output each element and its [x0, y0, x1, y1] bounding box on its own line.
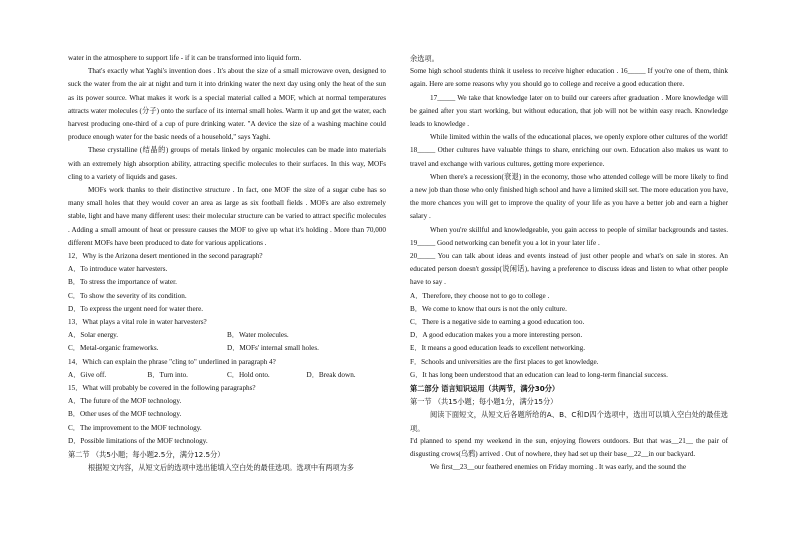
option-13b: B．Water molecules.: [227, 331, 289, 340]
gap-paragraph-recession: When there's a recession(衰退) in the economy, those who attended college will be more likely to find a new job than those who only finished high school and have a limited skill set. The more education you have, the more chances you will get to improve the quality of your life as you have a better job and earn a higher salary .: [410, 172, 728, 221]
left-column: [68, 52, 386, 475]
gap-paragraph-18: While limited within the walls of the educational places, we openly explore other cultures of the world! 18_____ Other cultures have valuable things to share, enriching our own. Education also makes us want to travel and exchange with various cultures, getting more experience.: [410, 133, 728, 168]
choice-f: F．Schools and universities are the first places to get knowledge.: [410, 357, 599, 366]
section-1-heading: 第一节 （共15小题；每小题1分，满分15分）: [410, 397, 558, 407]
option-15b: B．Other uses of the MOF technology.: [68, 410, 182, 419]
question-12: 12．Why is the Arizona desert mentioned in the second paragraph?: [68, 252, 263, 261]
option-14c: C．Hold onto.: [227, 370, 270, 379]
instructions-continued: 余选项。: [410, 54, 439, 63]
right-column: [410, 52, 728, 475]
gap-paragraph-19: When you're skillful and knowledgeable, you gain access to people of similar backgrounds and tastes. 19_____ Good networking can benefit you a lot in your later life .: [410, 225, 728, 247]
part-2-heading: 第二部分 语言知识运用（共两节，满分30分）: [410, 384, 560, 394]
option-15c: C．The improvement to the MOF technology.: [68, 423, 202, 432]
cloze-instructions: 阅读下面短文，从短文后各题所给的A、B、C和D四个选项中，选出可以填入空白处的最佳选项。: [410, 410, 728, 433]
choice-g: G．It has long been understood that an education can lead to long-term financial success.: [410, 370, 668, 379]
gap-paragraph-20: 20_____ You can talk about ideas and events instead of just other people and what's on sale in stores. An educated person doesn't gossip(说闲话), having a preference to discuss ideas and listen to what other people have to say .: [410, 252, 728, 287]
option-15a: A．The future of the MOF technology.: [68, 397, 182, 406]
option-13d: D．MOFs' internal small holes.: [227, 344, 319, 353]
option-15d: D．Possible limitations of the MOF technology.: [68, 436, 208, 445]
option-13c: C．Metal-organic frameworks.: [68, 344, 159, 353]
gap-paragraph-16: Some high school students think it useless to receive higher education . 16_____ If you're one of them, think again. Here are some reasons why you should go to college and receive a good education there.: [410, 67, 728, 89]
option-12d: D．To express the urgent need for water there.: [68, 304, 204, 313]
choice-b: B．We come to know that ours is not the only culture.: [410, 304, 567, 313]
question-14: 14．Which can explain the phrase "cling to" underlined in paragraph 4?: [68, 357, 276, 366]
question-15: 15．What will probably be covered in the following paragraphs?: [68, 384, 256, 393]
option-14b: B．Turn into.: [147, 370, 188, 379]
passage-paragraph-structure: MOFs work thanks to their distinctive structure . In fact, one MOF the size of a sugar cube has so many small holes that they would cover an area as large as six football fields . MOFs are also extremely stable, light and have many different uses: their molecular structure can be varied to attract specific molecules . Adding a small amount of heat or pressure causes the MOF to give up what it's holding . More than 70,000 different MOFs have been produced to date for various applications .: [68, 186, 386, 247]
passage-fragment: water in the atmosphere to support life - if it can be transformed into liquid form.: [68, 54, 302, 62]
option-14a: A．Give off.: [68, 370, 107, 379]
passage-paragraph-crystalline: These crystalline (结晶的) groups of metals linked by organic molecules can be made into materials with an extremely high absorption ability, attracting specific molecules to their surfaces. In this way, MOFs cling to a variety of liquids and gases.: [68, 146, 386, 181]
choice-c: C．There is a negative side to earning a good education too.: [410, 318, 585, 327]
section-2-heading: 第二节 （共5小题；每小题2.5分，满分12.5分）: [68, 450, 225, 460]
choice-d: D．A good education makes you a more interesting person.: [410, 331, 583, 340]
choice-a: A．Therefore, they choose not to go to college .: [410, 291, 550, 300]
options-13-row2: [68, 342, 386, 355]
option-14d: D．Break down.: [306, 370, 356, 379]
options-14: [68, 369, 386, 382]
option-12a: A．To introduce water harvesters.: [68, 265, 168, 274]
gap-paragraph-17: 17_____ We take that knowledge later on to build our careers after graduation . More knowledge will be gained after you start working, but without education, that job will not be within easy reach. Knowledge leads to knowledge .: [410, 93, 728, 129]
cloze-paragraph-2: We first__23__our feathered enemies on Friday morning . It was early, and the sound the: [430, 463, 687, 472]
section-2-instructions: 根据短文内容，从短文后的选项中选出能填入空白处的最佳选项。选项中有两项为多: [88, 463, 354, 473]
option-13a: A．Solar energy.: [68, 331, 119, 340]
passage-paragraph-yaghi: That's exactly what Yaghi's invention does . It's about the size of a small microwave oven, designed to suck the water from the air at night and turn it into drinking water the next day using only the heat of the sun as its power source. What makes it work is a special material called a MOF, which at normal temperatures attracts water molecules (分子) onto the surface of its internal small holes. Warm it up and get the water, each harvest producing one-third of a cup of pure drinking water. "A device the size of a washing machine could produce enough water for the basic needs of a household," says Yaghi.: [68, 67, 386, 142]
option-12b: B．To stress the importance of water.: [68, 278, 177, 287]
question-13: 13．What plays a vital role in water harvesters?: [68, 318, 207, 327]
cloze-paragraph-1: I'd planned to spend my weekend in the sun, enjoying flowers outdoors. But that was__21__ the pair of disgusting crows(乌鸦) arrived . Out of nowhere, they had set up their base__22__in our backyard.: [410, 436, 728, 459]
option-12c: C．To show the severity of its condition.: [68, 291, 187, 300]
choice-e: E．It means a good education leads to excellent networking.: [410, 344, 586, 353]
options-13-row1: [68, 329, 386, 342]
